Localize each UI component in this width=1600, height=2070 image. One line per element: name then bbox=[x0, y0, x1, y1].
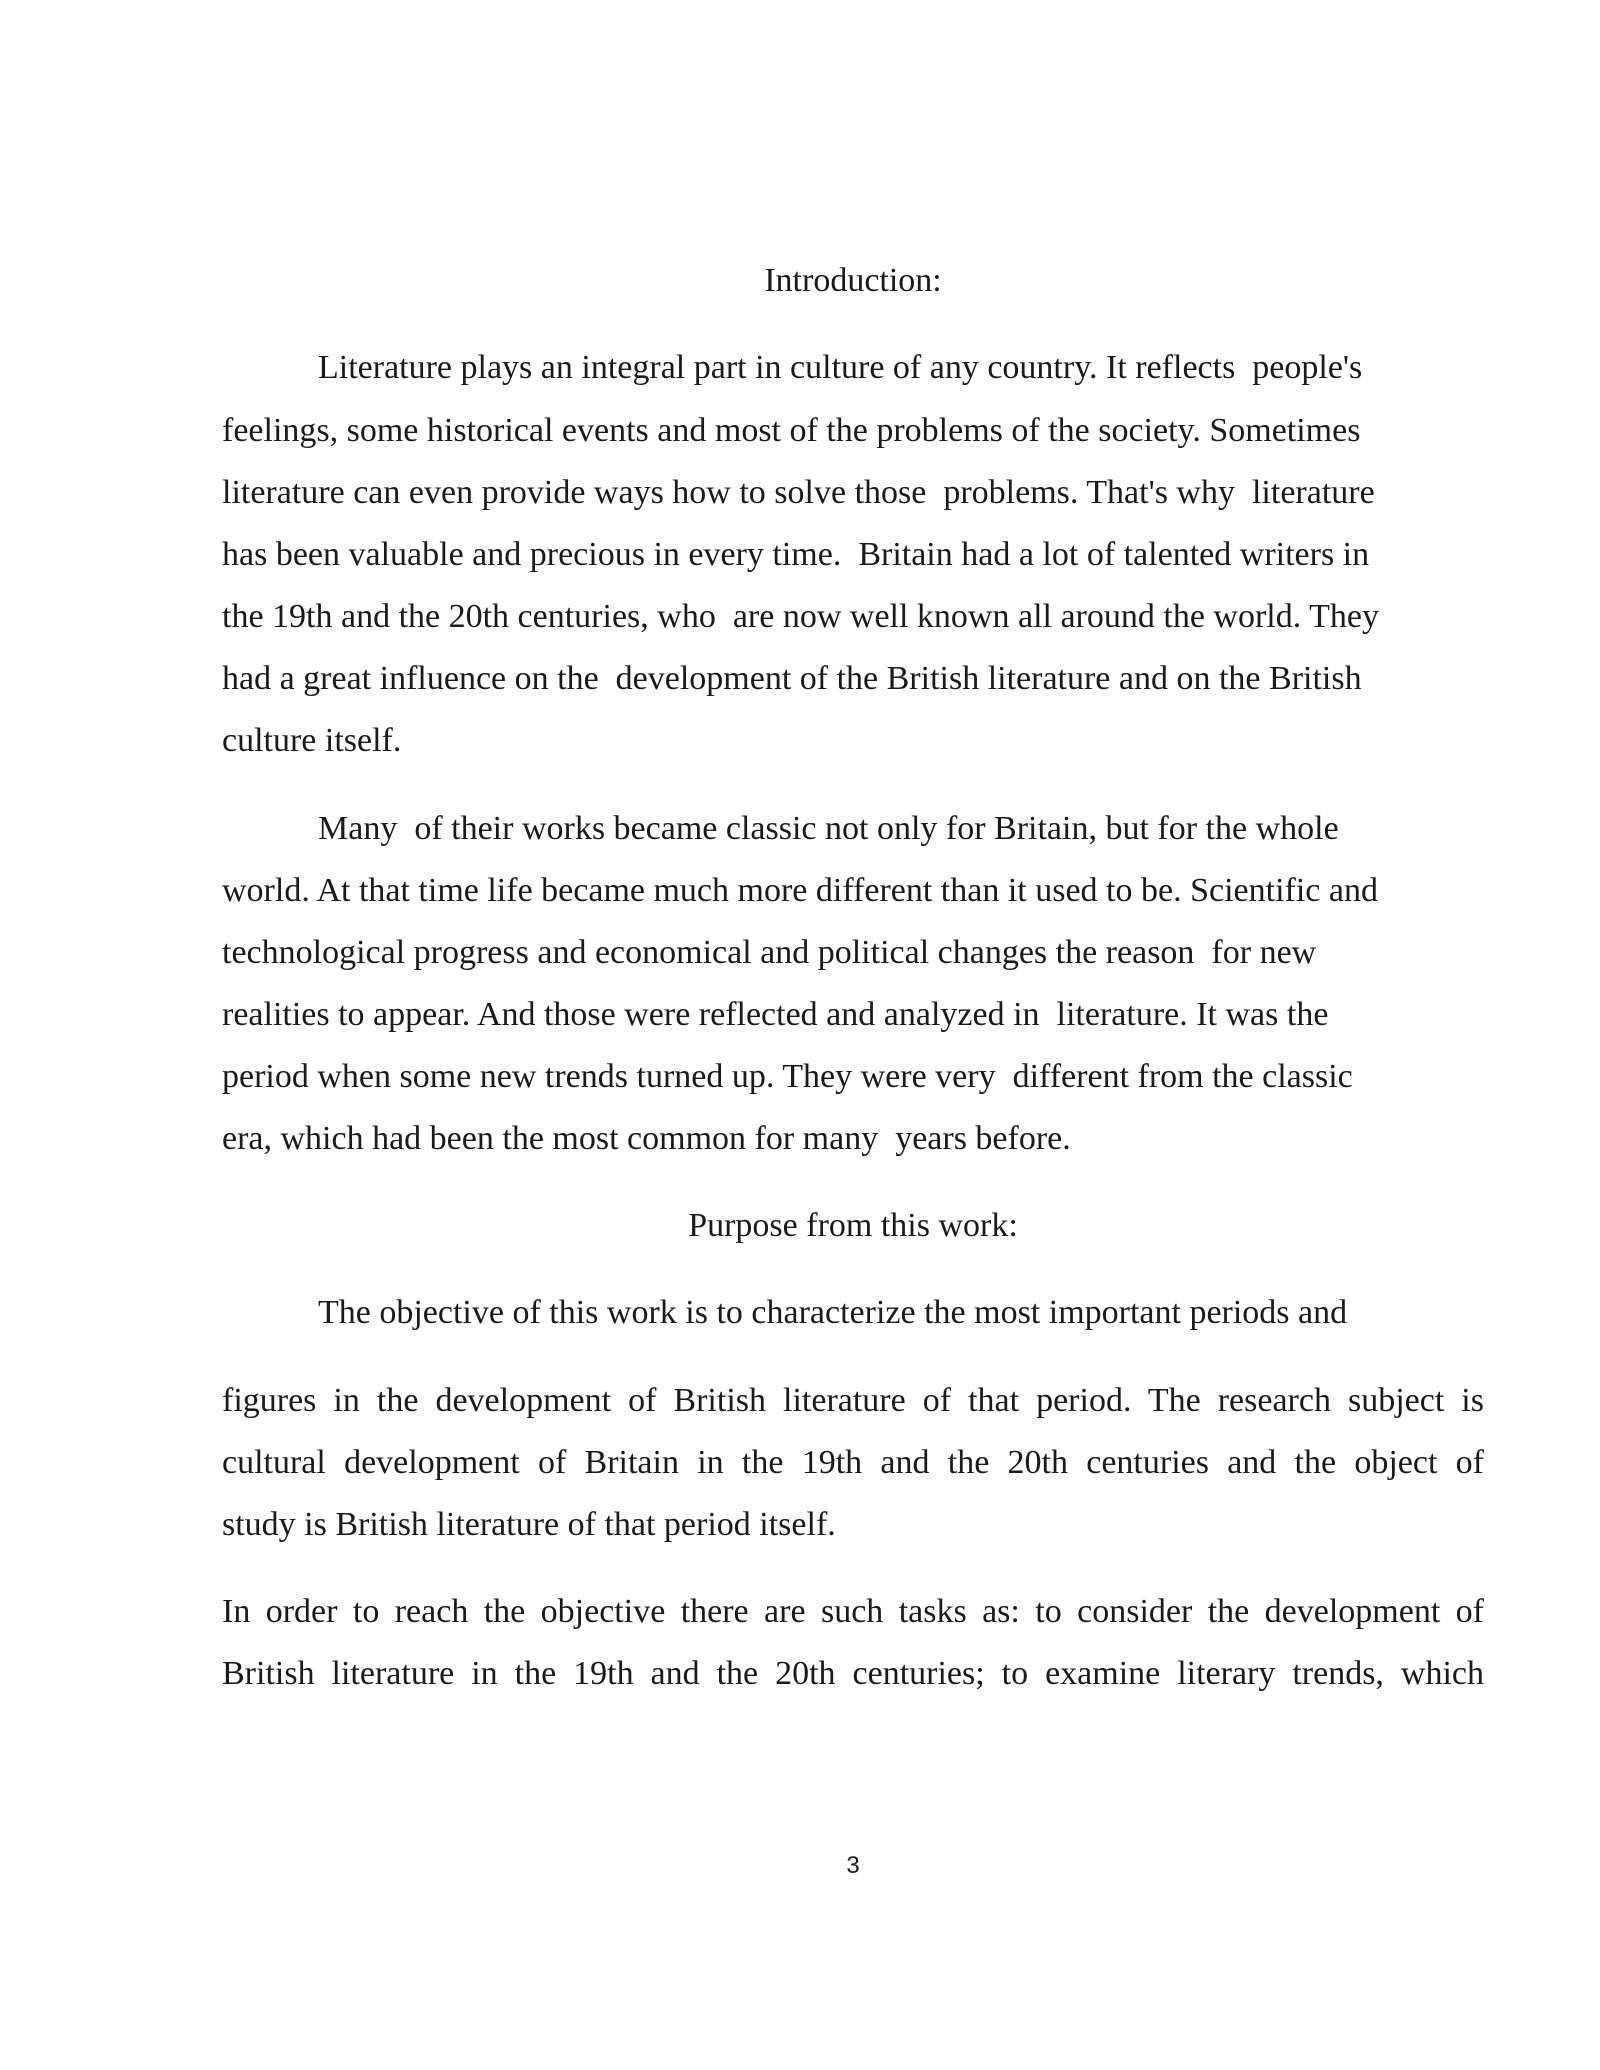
paragraph-line: cultural development of Britain in the 19th and the 20th centuries and the object of bbox=[222, 1444, 1484, 1481]
paragraph-line: culture itself. bbox=[222, 722, 402, 759]
paragraph-line: world. At that time life became much more different than it used to be. Scientific and bbox=[222, 872, 1378, 909]
paragraph-line: the 19th and the 20th centuries, who are now well known all around the world. They bbox=[222, 598, 1379, 635]
paragraph-line: period when some new trends turned up. They were very different from the classic bbox=[222, 1058, 1353, 1095]
paragraph-line: technological progress and economical and political changes the reason for new bbox=[222, 934, 1317, 971]
paragraph-line: figures in the development of British literature of that period. The research subject is bbox=[222, 1382, 1484, 1419]
paragraph-line: literature can even provide ways how to solve those problems. That's why literature bbox=[222, 474, 1375, 511]
paragraph-line: In order to reach the objective there are such tasks as: to consider the development of bbox=[222, 1593, 1484, 1630]
purpose-heading: Purpose from this work: bbox=[688, 1207, 1018, 1244]
paragraph-line: Literature plays an integral part in culture of any country. It reflects people's bbox=[318, 349, 1363, 386]
paragraph-line: study is British literature of that period itself. bbox=[222, 1506, 836, 1543]
paragraph-line: Many of their works became classic not only for Britain, but for the whole bbox=[318, 810, 1339, 847]
paragraph-line: era, which had been the most common for many years before. bbox=[222, 1120, 1071, 1157]
paragraph-line: has been valuable and precious in every time. Britain had a lot of talented writers in bbox=[222, 536, 1370, 573]
paragraph-line: realities to appear. And those were reflected and analyzed in literature. It was the bbox=[222, 996, 1329, 1033]
intro-heading: Introduction: bbox=[764, 262, 942, 299]
paragraph-line: feelings, some historical events and most of the problems of the society. Sometimes bbox=[222, 412, 1361, 449]
page-number: 3 bbox=[846, 1852, 860, 1879]
paragraph-line: The objective of this work is to characterize the most important periods and bbox=[318, 1294, 1348, 1331]
paragraph-line: had a great influence on the development of the British literature and on the British bbox=[222, 660, 1362, 697]
paragraph-line: British literature in the 19th and the 20th centuries; to examine literary trends, which bbox=[222, 1655, 1484, 1692]
